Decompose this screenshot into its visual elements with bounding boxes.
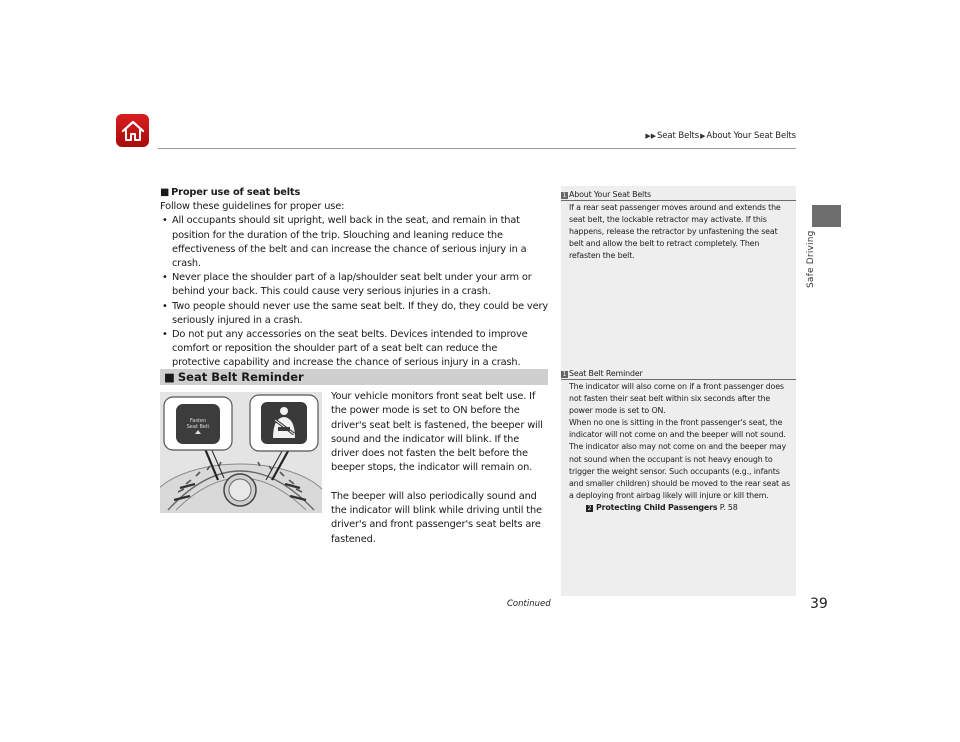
page-number: 39 [810, 596, 828, 612]
breadcrumb-arrow-icon: ▶ [700, 132, 706, 140]
note-about-seat-belts [561, 189, 796, 262]
note-seat-belt-reminder [561, 368, 796, 514]
dashboard-figure [160, 392, 322, 513]
cross-reference-link[interactable]: 2 Protecting Child Passengers P. 58 [587, 502, 738, 512]
breadcrumb-item-about-seat-belts[interactable]: About Your Seat Belts [706, 131, 796, 141]
note-paragraph: When no one is sitting in the front passenger's seat, the indicator will not come on and the beeper will not sound. The indicator also may not come on and the beeper may not sound when the occupant is not heavy enough to trigger the weight sensor. Such occupants (e.g., infants and smaller children) should be moved to the rear seat as a deploying front airbag likely will injure or kill them. [569, 418, 790, 500]
note-body: If a rear seat passenger moves around and extends the seat belt, the lockable retractor may activate. If this happens, release the retractor by unfastening the seat belt and allow the belt to retract completely. Then refasten the belt. [569, 203, 781, 261]
note-title: 1 About Your Seat Belts [561, 189, 796, 201]
reminder-paragraph-2: The beeper will also periodically sound and the indicator will blink while driving until the driver's and front passenger's seat belts are fastened. [331, 490, 542, 545]
note-paragraph: The indicator will also come on if a front passenger does not fasten their seat belt within six seconds after the power mode is set to ON. [569, 382, 784, 416]
chapter-label: Safe Driving [806, 230, 816, 288]
proper-use-intro: Follow these guidelines for proper use: [160, 201, 345, 213]
home-button[interactable] [116, 114, 149, 147]
chapter-tab[interactable] [812, 205, 841, 227]
reminder-paragraph-1: Your vehicle monitors front seat belt use. If the power mode is set to ON before the driver's seat belt is fastened, the beeper will sound and the indicator will blink. If the driver does not fasten the belt before the beeper stops, the indicator will remain on. [331, 391, 543, 474]
list-item: • Do not put any accessories on the seat belts. Devices intended to improve comfort or reposition the shoulder part of a seat belt can reduce the protective capability and increase the chance of serious injury in a crash. [160, 328, 548, 371]
list-item: • All occupants should sit upright, well back in the seat, and remain in that position for the duration of the trip. Slouching and leaning reduce the effectiveness of the belt and can increase the chance of serious injury in a crash. [160, 214, 548, 271]
continued-label: Continued [507, 599, 551, 609]
note-marker-icon: 1 [562, 192, 567, 199]
note-marker-icon: 1 [562, 371, 567, 378]
reminder-text [331, 390, 549, 547]
note-title: 1 Seat Belt Reminder [561, 368, 796, 380]
main-content [160, 186, 548, 371]
list-item: • Two people should never use the same seat belt. If they do, they could be very seriously injured in a crash. [160, 300, 548, 328]
fasten-label-line1: Fasten [189, 418, 207, 424]
breadcrumb-arrow-icon: ▶▶ [645, 132, 656, 140]
home-icon [121, 120, 145, 142]
fasten-label-line2: Seat Belt [186, 424, 210, 430]
header-divider [158, 148, 796, 149]
section-heading: ■ Seat Belt Reminder [160, 369, 548, 385]
note-body [561, 380, 796, 514]
list-item: • Never place the shoulder part of a lap/shoulder seat belt under your arm or behind your back. This could cause very serious injuries in a crash. [160, 271, 548, 299]
guideline-list [160, 214, 548, 370]
proper-use-heading: ■ Proper use of seat belts [160, 187, 301, 198]
breadcrumb-item-seat-belts[interactable]: Seat Belts [657, 131, 700, 141]
cross-reference-icon: 2 [587, 504, 592, 512]
breadcrumb [644, 131, 796, 141]
